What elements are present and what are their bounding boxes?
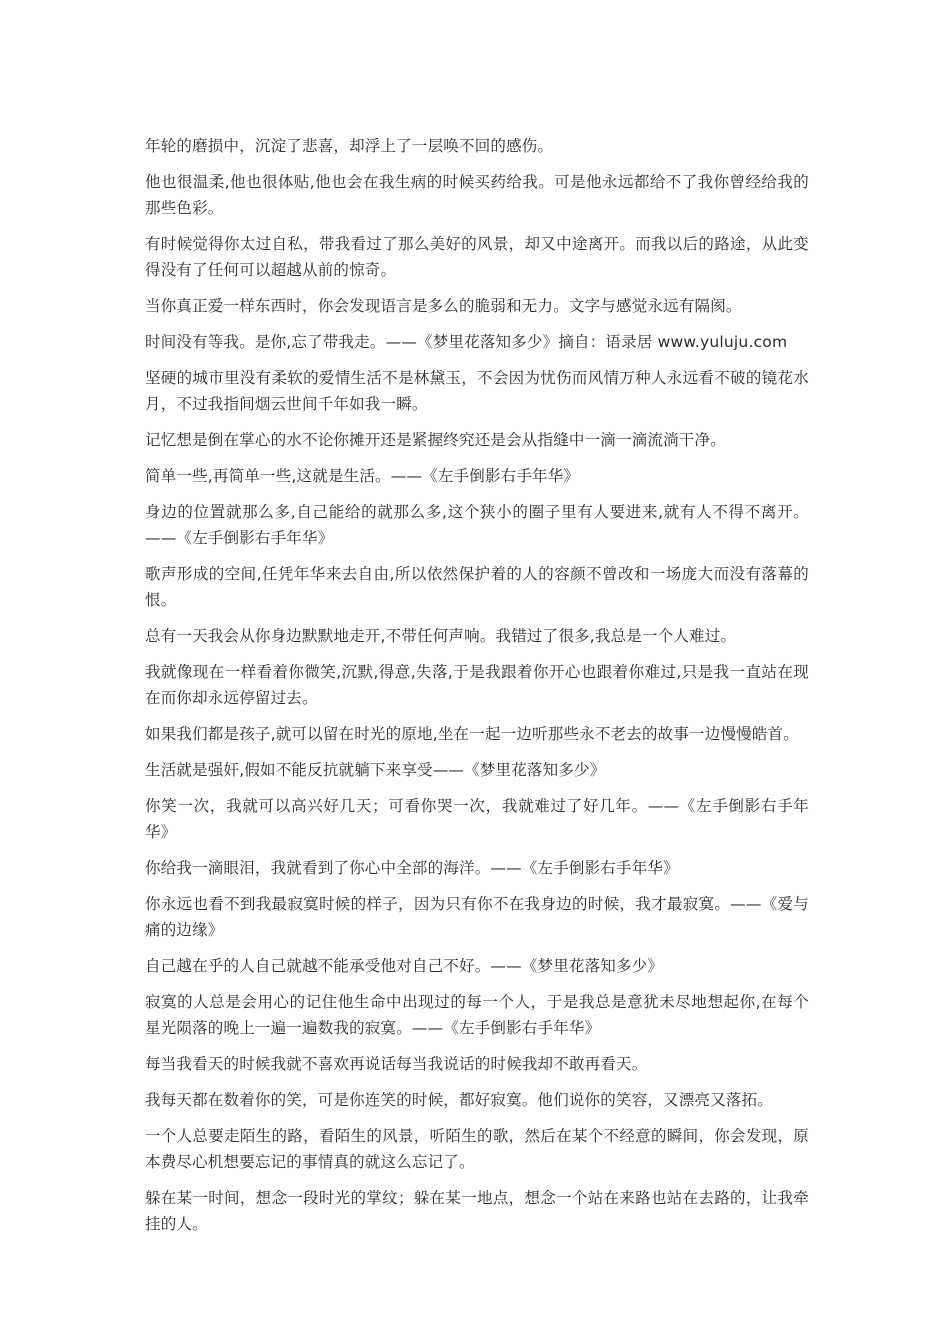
paragraph: 我每天都在数着你的笑，可是你连笑的时候，都好寂寞。他们说你的笑容，又漂亮又落拓。 xyxy=(145,1091,774,1109)
paragraph: 歌声形成的空间,任凭年华来去自由,所以依然保护着的人的容颜不曾改和一场庞大而没有落幕的恨。 xyxy=(145,565,809,609)
paragraph: 记忆想是倒在掌心的水不论你摊开还是紧握终究还是会从指缝中一滴一滴流淌干净。 xyxy=(145,431,726,449)
paragraph: 躲在某一时间，想念一段时光的掌纹；躲在某一地点，想念一个站在来路也站在去路的，让我牵挂的人。 xyxy=(145,1189,809,1233)
paragraph: 时间没有等我。是你,忘了带我走。——《梦里花落知多少》摘自：语录居 www.yuluju.com xyxy=(145,333,788,351)
paragraph: 他也很温柔,他也很体贴,他也会在我生病的时候买药给我。可是他永远都给不了我你曾经给我的那些色彩。 xyxy=(145,173,809,217)
paragraph: 寂寞的人总是会用心的记住他生命中出现过的每一个人，于是我总是意犹未尽地想起你,在每个星光陨落的晚上一遍一遍数我的寂寞。——《左手倒影右手年华》 xyxy=(145,993,809,1037)
paragraph: 一个人总要走陌生的路，看陌生的风景，听陌生的歌，然后在某个不经意的瞬间，你会发现，原本费尽心机想要忘记的事情真的就这么忘记了。 xyxy=(145,1127,809,1171)
paragraph: 你给我一滴眼泪，我就看到了你心中全部的海洋。——《左手倒影右手年华》 xyxy=(145,859,679,877)
paragraph: 你永远也看不到我最寂寞时候的样子，因为只有你不在我身边的时候，我才最寂寞。——《爱与痛的边缘》 xyxy=(145,895,809,939)
paragraph: 当你真正爱一样东西时，你会发现语言是多么的脆弱和无力。文字与感觉永远有隔阂。 xyxy=(145,297,742,315)
paragraph: 你笑一次，我就可以高兴好几天；可看你哭一次，我就难过了好几年。——《左手倒影右手年华》 xyxy=(145,797,809,841)
paragraph: 自己越在乎的人自己就越不能承受他对自己不好。——《梦里花落知多少》 xyxy=(145,957,664,975)
paragraph: 生活就是强奸,假如不能反抗就躺下来享受——《梦里花落知多少》 xyxy=(145,761,606,779)
paragraph: 坚硬的城市里没有柔软的爱情生活不是林黛玉，不会因为忧伤而风情万种人永远看不破的镜花水月，不过我指间烟云世间千年如我一瞬。 xyxy=(145,369,809,413)
paragraph: 身边的位置就那么多,自己能给的就那么多,这个狭小的圈子里有人要进来,就有人不得不离开。——《左手倒影右手年华》 xyxy=(145,503,809,547)
paragraph: 每当我看天的时候我就不喜欢再说话每当我说话的时候我却不敢再看天。 xyxy=(145,1055,648,1073)
paragraph: 如果我们都是孩子,就可以留在时光的原地,坐在一起一边听那些永不老去的故事一边慢慢皓首。 xyxy=(145,725,799,743)
paragraph: 简单一些,再简单一些,这就是生活。——《左手倒影右手年华》 xyxy=(145,467,580,485)
paragraph: 我就像现在一样看着你微笑,沉默,得意,失落,于是我跟着你开心也跟着你难过,只是我一直站在现在而你却永远停留过去。 xyxy=(145,663,809,707)
paragraph: 年轮的磨损中，沉淀了悲喜，却浮上了一层唤不回的感伤。 xyxy=(145,137,554,155)
document-body xyxy=(145,133,809,1247)
paragraph: 有时候觉得你太过自私，带我看过了那么美好的风景，却又中途离开。而我以后的路途，从此变得没有了任何可以超越从前的惊奇。 xyxy=(145,235,809,279)
paragraph: 总有一天我会从你身边默默地走开,不带任何声响。我错过了很多,我总是一个人难过。 xyxy=(145,627,737,645)
